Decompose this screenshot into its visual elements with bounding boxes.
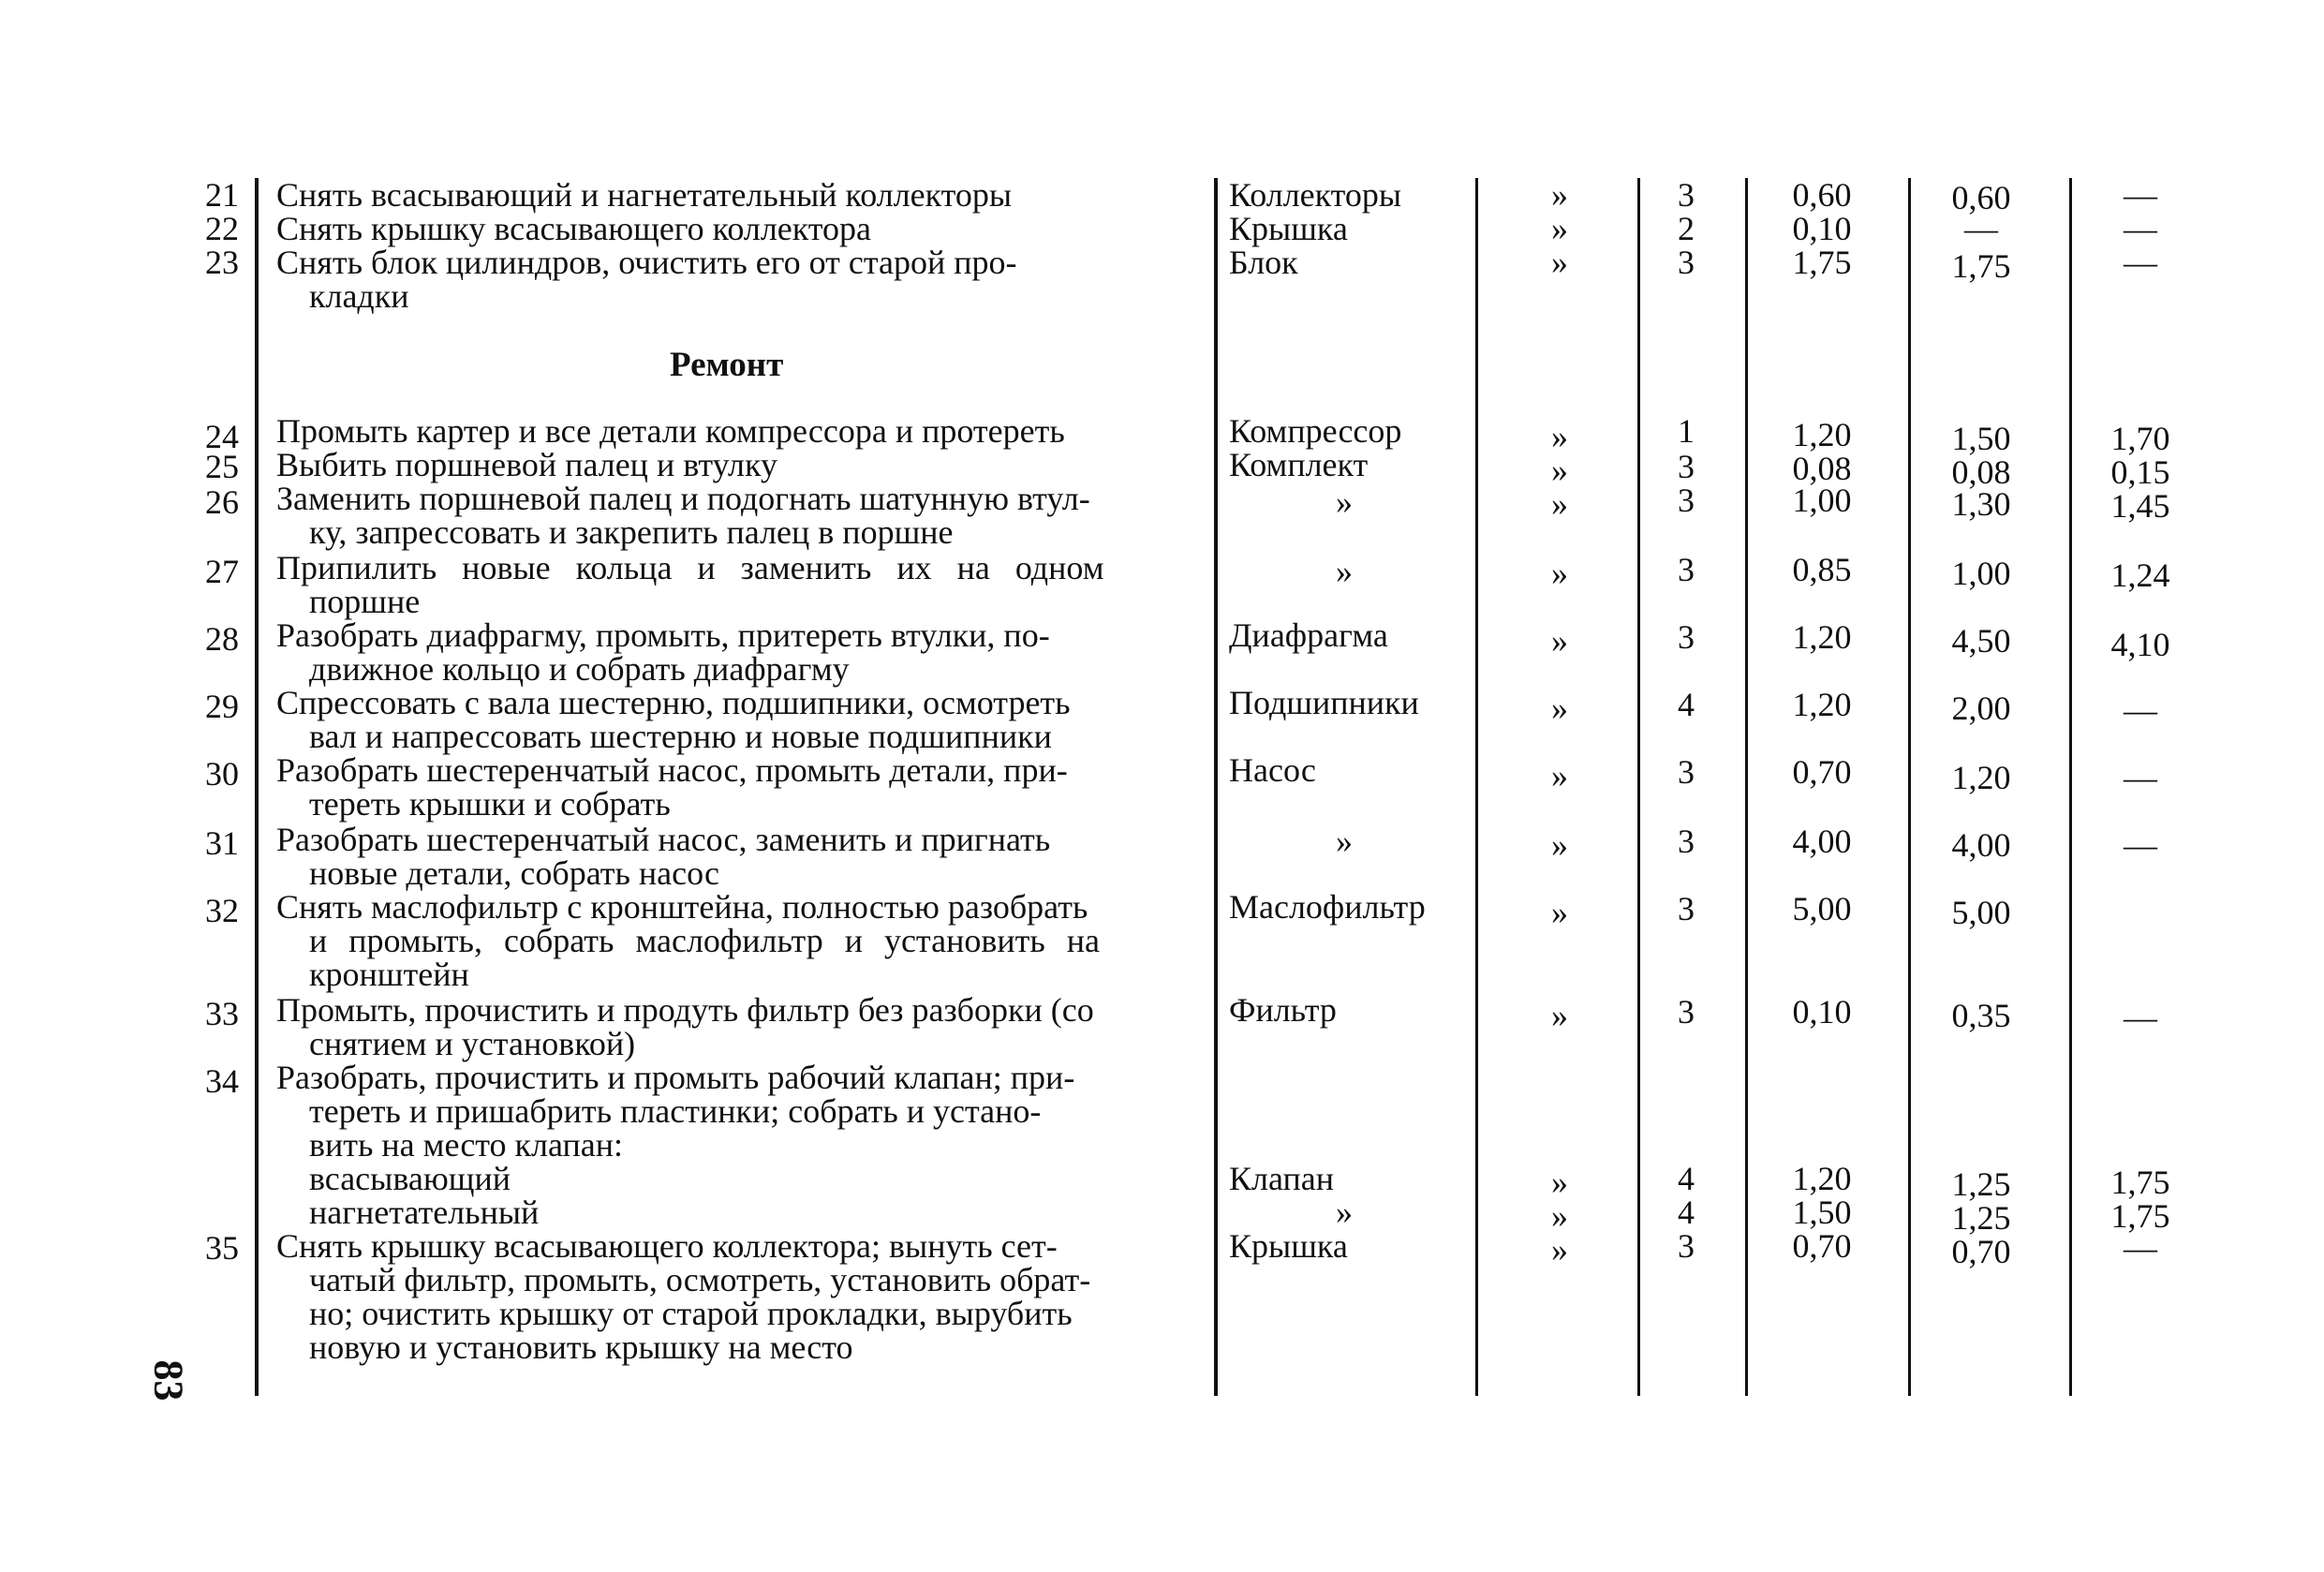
operation-text: Спрессовать с вала шестерню, подшипники, осмотреть <box>276 684 1071 721</box>
operation-text: Разобрать диафрагму, промыть, притереть втулки, по- <box>276 616 1050 654</box>
object-text: Блок <box>1229 244 1298 281</box>
norm-b-value: 0,70 <box>1951 1233 2011 1270</box>
row-number: 28 <box>205 620 239 658</box>
operation-text: Разобрать шестеренчатый насос, заменить и пригнать <box>276 821 1051 858</box>
object-text: Комплект <box>1229 446 1369 483</box>
norm-a-value: 1,20 <box>1792 1160 1852 1197</box>
qualification-mark: » <box>1551 176 1568 214</box>
object-text: Маслофильтр <box>1229 888 1426 926</box>
row-number: 25 <box>205 448 239 485</box>
object-ditto-mark: » <box>1336 1194 1353 1231</box>
rank-value: 3 <box>1678 618 1695 656</box>
column-rule-number <box>255 178 259 1396</box>
qualification-mark: » <box>1551 418 1568 455</box>
column-rule-rank <box>1745 178 1748 1396</box>
qualification-mark: » <box>1551 1197 1568 1235</box>
norm-c-value: 1,75 <box>2110 1164 2170 1201</box>
operation-text: Снять крышку всасывающего коллектора; вынуть сет- <box>276 1227 1058 1265</box>
norm-a-value: 0,10 <box>1792 210 1852 247</box>
norm-a-value: 1,50 <box>1792 1194 1852 1231</box>
operation-text: Промыть, прочистить и продуть фильтр без разборки (со <box>276 991 1094 1029</box>
norm-a-value: 0,70 <box>1792 1227 1852 1265</box>
qualification-mark: » <box>1551 997 1568 1034</box>
norm-a-value: 0,70 <box>1792 753 1852 791</box>
qualification-mark: » <box>1551 485 1568 523</box>
norm-c-value: — <box>2124 1229 2157 1267</box>
norm-b-value: 1,50 <box>1951 420 2011 457</box>
operation-text: поршне <box>309 583 421 620</box>
row-number: 29 <box>205 688 239 725</box>
norm-b-value: 1,75 <box>1951 247 2011 285</box>
rank-value: 4 <box>1678 686 1695 723</box>
column-rule-norm-b <box>2069 178 2072 1396</box>
object-text: Диафрагма <box>1229 616 1388 654</box>
operation-text: вал и напрессовать шестерню и новые подшипники <box>309 718 1052 755</box>
norm-b-value: 4,50 <box>1951 622 2011 660</box>
operation-text: всасывающий <box>309 1160 511 1197</box>
qualification-mark: » <box>1551 1164 1568 1201</box>
qualification-mark: » <box>1551 894 1568 931</box>
norm-b-value: 4,00 <box>1951 826 2011 864</box>
norm-c-value: — <box>2124 691 2157 729</box>
object-ditto-mark: » <box>1336 483 1353 521</box>
norm-c-value: 1,70 <box>2110 420 2170 457</box>
norm-b-value: 1,25 <box>1951 1165 2011 1203</box>
section-heading: Ремонт <box>670 346 784 384</box>
row-number: 34 <box>205 1062 239 1100</box>
qualification-mark: » <box>1551 622 1568 660</box>
norm-a-value: 1,20 <box>1792 686 1852 723</box>
norm-b-value: 1,30 <box>1951 485 2011 523</box>
column-rule-operation <box>1214 178 1218 1396</box>
object-text: Клапан <box>1229 1160 1334 1197</box>
object-text: Компрессор <box>1229 412 1402 450</box>
norm-c-value: 4,10 <box>2110 626 2170 663</box>
object-ditto-mark: » <box>1336 823 1353 860</box>
row-number: 32 <box>205 892 239 929</box>
rank-value: 2 <box>1678 210 1695 247</box>
qualification-mark: » <box>1551 1231 1568 1268</box>
norm-c-value: — <box>2124 244 2157 281</box>
qualification-mark: » <box>1551 210 1568 247</box>
qualification-mark: » <box>1551 244 1568 281</box>
rank-value: 3 <box>1678 1227 1695 1265</box>
operation-text: Разобрать шестеренчатый насос, промыть детали, при- <box>276 751 1068 789</box>
rank-value: 3 <box>1678 551 1695 588</box>
row-number: 27 <box>205 553 239 590</box>
norm-a-value: 0,60 <box>1792 176 1852 214</box>
operation-text: новые детали, собрать насос <box>309 854 720 892</box>
column-rule-norm-a <box>1908 178 1911 1396</box>
object-text: Крышка <box>1229 210 1348 247</box>
operation-text: Заменить поршневой палец и подогнать шатунную втул- <box>276 480 1090 517</box>
norm-b-value: 5,00 <box>1951 894 2011 931</box>
row-number: 26 <box>205 483 239 521</box>
norm-c-value: 1,45 <box>2110 487 2170 525</box>
rank-value: 3 <box>1678 823 1695 860</box>
operation-text: тереть крышки и собрать <box>309 785 671 823</box>
norm-b-value: 1,00 <box>1951 555 2011 592</box>
operation-text: Припилить новые кольца и заменить их на одном <box>276 549 1104 586</box>
norm-b-value: 0,60 <box>1951 179 2011 216</box>
row-number: 24 <box>205 418 239 455</box>
operation-text: снятием и установкой) <box>309 1025 636 1062</box>
operation-text: и промыть, собрать маслофильтр и установить на <box>309 922 1101 959</box>
rank-value: 3 <box>1678 448 1695 485</box>
rank-value: 3 <box>1678 244 1695 281</box>
operation-text: Снять крышку всасывающего коллектора <box>276 210 872 247</box>
object-text: Крышка <box>1229 1227 1348 1265</box>
object-text: Фильтр <box>1229 991 1337 1029</box>
object-text: Коллекторы <box>1229 176 1402 214</box>
operation-text: тереть и пришабрить пластинки; собрать и устано- <box>309 1092 1042 1130</box>
norm-c-value: 1,24 <box>2110 556 2170 594</box>
norm-c-value: — <box>2124 759 2157 796</box>
rank-value: 4 <box>1678 1194 1695 1231</box>
operation-text: чатый фильтр, промыть, осмотреть, установить обрат- <box>309 1261 1091 1298</box>
rank-value: 3 <box>1678 993 1695 1031</box>
operation-text: Снять блок цилиндров, очистить его от старой про- <box>276 244 1017 281</box>
norm-b-value: 0,08 <box>1951 453 2011 491</box>
row-number: 22 <box>205 210 239 247</box>
operation-text: Снять всасывающий и нагнетательный коллекторы <box>276 176 1013 214</box>
norm-a-value: 1,75 <box>1792 244 1852 281</box>
qualification-mark: » <box>1551 690 1568 727</box>
norm-b-value: 1,20 <box>1951 759 2011 796</box>
column-rule-object <box>1475 178 1478 1396</box>
operation-text: новую и установить крышку на место <box>309 1328 853 1366</box>
object-text: Насос <box>1229 751 1316 789</box>
rank-value: 3 <box>1678 753 1695 791</box>
page-number: 83 <box>145 1359 192 1401</box>
operation-text: нагнетательный <box>309 1194 540 1231</box>
qualification-mark: » <box>1551 757 1568 794</box>
norm-c-value: 0,15 <box>2110 453 2170 491</box>
operation-text: Выбить поршневой палец и втулку <box>276 446 777 483</box>
norm-a-value: 1,20 <box>1792 618 1852 656</box>
norm-c-value: — <box>2124 826 2157 864</box>
norm-b-value: 2,00 <box>1951 690 2011 727</box>
row-number: 30 <box>205 755 239 793</box>
qualification-mark: » <box>1551 555 1568 592</box>
operation-text: движное кольцо и собрать диафрагму <box>309 650 850 688</box>
norm-c-value: — <box>2124 999 2157 1036</box>
norm-a-value: 1,00 <box>1792 482 1852 519</box>
rank-value: 3 <box>1678 890 1695 927</box>
operation-text: вить на место клапан: <box>309 1126 624 1164</box>
norm-a-value: 0,08 <box>1792 450 1852 487</box>
object-text: Подшипники <box>1229 684 1419 721</box>
rank-value: 3 <box>1678 482 1695 519</box>
rank-value: 3 <box>1678 176 1695 214</box>
operation-text: Снять маслофильтр с кронштейна, полностью разобрать <box>276 888 1088 926</box>
rank-value: 1 <box>1678 412 1695 450</box>
row-number: 21 <box>205 176 239 214</box>
norm-b-value: — <box>1964 210 1998 247</box>
norm-a-value: 1,20 <box>1792 416 1852 453</box>
qualification-mark: » <box>1551 452 1568 489</box>
norm-a-value: 0,10 <box>1792 993 1852 1031</box>
norm-b-value: 0,35 <box>1951 997 2011 1034</box>
norm-c-value: 1,75 <box>2110 1197 2170 1235</box>
operation-text: Разобрать, прочистить и промыть рабочий клапан; при- <box>276 1059 1075 1096</box>
row-number: 35 <box>205 1229 239 1267</box>
operation-text: кладки <box>309 277 409 315</box>
norm-c-value: — <box>2124 210 2157 247</box>
norm-b-value: 1,25 <box>1951 1199 2011 1237</box>
operation-text: кронштейн <box>309 956 469 993</box>
qualification-mark: » <box>1551 826 1568 864</box>
rank-value: 4 <box>1678 1160 1695 1197</box>
operation-text: ку, запрессовать и закрепить палец в поршне <box>309 513 954 551</box>
norm-c-value: — <box>2124 176 2157 214</box>
norm-a-value: 0,85 <box>1792 551 1852 588</box>
operation-text: но; очистить крышку от старой прокладки, вырубить <box>309 1295 1073 1332</box>
row-number: 31 <box>205 824 239 862</box>
norm-a-value: 4,00 <box>1792 823 1852 860</box>
norm-a-value: 5,00 <box>1792 890 1852 927</box>
column-rule-qualification <box>1637 178 1640 1396</box>
row-number: 23 <box>205 244 239 281</box>
object-ditto-mark: » <box>1336 553 1353 590</box>
operation-text: Промыть картер и все детали компрессора и протереть <box>276 412 1065 450</box>
row-number: 33 <box>205 995 239 1032</box>
